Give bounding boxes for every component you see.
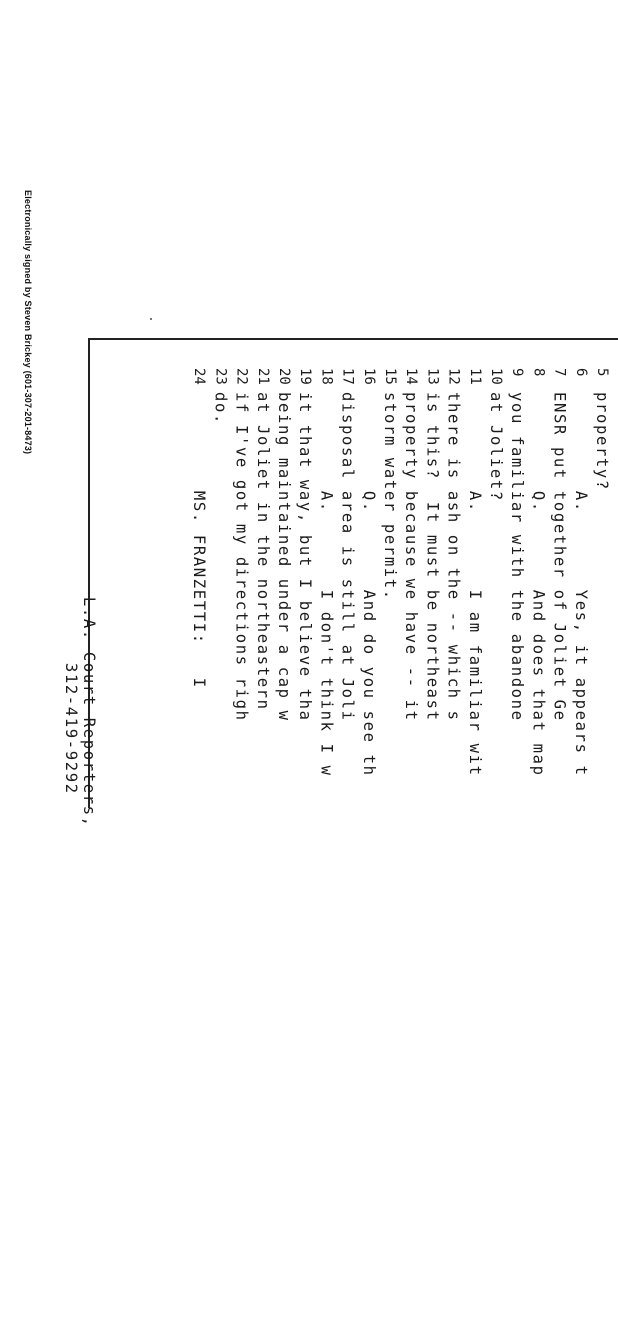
transcript-line: at Joliet? bbox=[487, 392, 505, 502]
line-number: 11 bbox=[466, 368, 483, 385]
transcript-line: ENSR put together of Joliet Ge bbox=[550, 392, 569, 722]
transcript-line: you familiar with the abandone bbox=[508, 392, 527, 722]
transcript-line: being maintained under a cap w bbox=[275, 392, 293, 722]
line-number: 7 bbox=[551, 368, 568, 377]
transcript-line: property? bbox=[593, 392, 611, 491]
transcript-line: is this? It must be northeast bbox=[423, 392, 442, 722]
line-number: 23 bbox=[212, 368, 229, 385]
transcript-line: A. I don't think I w bbox=[317, 392, 336, 777]
transcript-line: if I've got my directions righ bbox=[232, 392, 251, 722]
transcript-line: A. I am familiar wit bbox=[465, 392, 484, 777]
transcript-line: there is ash on the -- which s bbox=[444, 392, 463, 722]
footer-reporter-name: L.A. Court Reporters, bbox=[80, 520, 98, 828]
line-number: 8 bbox=[530, 368, 547, 377]
line-number: 15 bbox=[382, 368, 398, 385]
line-number: 6 bbox=[572, 368, 589, 377]
transcript-line: MS. FRANZETTI: I bbox=[190, 392, 209, 689]
line-number: 12 bbox=[445, 368, 462, 385]
e-signature-stamp: Electronically signed by Steven Brickey (601-307-201-8473) bbox=[23, 190, 33, 455]
line-number: 16 bbox=[360, 368, 377, 385]
page-frame-top-rule bbox=[88, 338, 618, 340]
transcript-line: A. Yes, it appears t bbox=[571, 392, 590, 777]
line-number: 9 bbox=[509, 368, 526, 377]
transcript-line: do. bbox=[211, 392, 230, 425]
line-number: 10 bbox=[488, 368, 504, 385]
footer-phone: 312-419-9292 bbox=[62, 520, 80, 795]
line-number: 5 bbox=[594, 368, 610, 377]
transcript-line: it that way, but I believe tha bbox=[296, 392, 315, 722]
line-number: 24 bbox=[191, 368, 208, 385]
transcript-line: Q. And does that map bbox=[529, 392, 548, 777]
line-number: 18 bbox=[318, 368, 335, 385]
transcript-line: Q. And do you see th bbox=[359, 392, 378, 777]
transcript-line: disposal area is still at Joli bbox=[338, 392, 357, 722]
line-number: 20 bbox=[276, 368, 292, 385]
line-number: 19 bbox=[297, 368, 314, 385]
transcript-line: at Joliet in the northeastern bbox=[253, 392, 272, 711]
scan-speck bbox=[150, 318, 152, 320]
line-number: 14 bbox=[403, 368, 420, 385]
line-number: 13 bbox=[424, 368, 441, 385]
line-number: 22 bbox=[233, 368, 250, 385]
line-number: 17 bbox=[339, 368, 356, 385]
transcript-line: storm water permit. bbox=[381, 392, 399, 601]
transcript-line: property because we have -- it bbox=[402, 392, 421, 722]
line-number: 21 bbox=[254, 368, 271, 385]
